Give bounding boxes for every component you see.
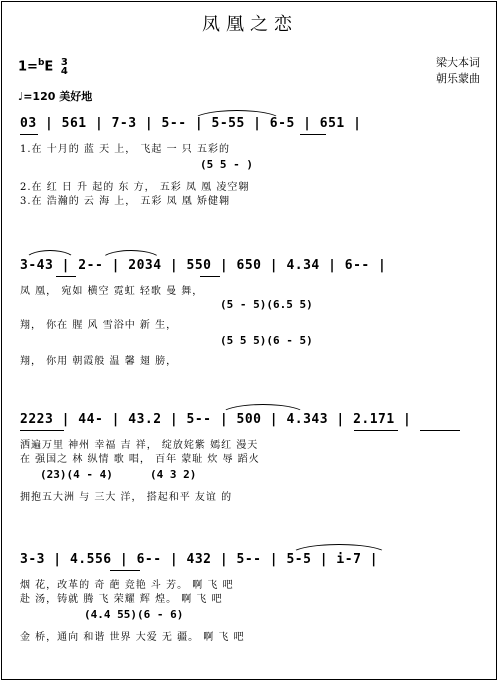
- composer-credit: 朝乐蒙曲: [436, 72, 480, 85]
- system-2-bracket-2: (5 5 5)(6 - 5): [220, 334, 313, 347]
- system-1-lyric-3: 3.在 浩瀚的 云 海 上， 五彩 凤 凰 矫健翱: [20, 196, 230, 207]
- key-signature: 1=$^b$E 3 4: [18, 57, 68, 77]
- beam-underline: [110, 570, 140, 571]
- system-2-lyric-2: 翔， 你在 腥 风 雪浴中 新 生，: [20, 320, 178, 331]
- beam-underline: [20, 430, 64, 431]
- system-2-bracket-1: (5 - 5)(6.5 5): [220, 298, 313, 311]
- system-4-bracket: (4.4 55)(6 - 6): [84, 608, 184, 621]
- quarter-note-icon: ♩: [18, 90, 24, 103]
- beam-underline: [300, 134, 326, 135]
- system-1-notes: 03 | 561 | 7-3 | 5-- | 5-55 | 6-5 | 651 |: [20, 116, 362, 131]
- beam-underline: [420, 430, 460, 431]
- beam-underline: [354, 430, 398, 431]
- system-3-lyric-2: 在 强国之 林 纵情 歌 唱， 百年 蒙耻 炊 辱 蹈火: [20, 454, 260, 465]
- system-1-bracket: (5 5 - ): [200, 158, 253, 171]
- system-3-notes: 2223 | 44- | 43.2 | 5-- | 500 | 4.343 | 2.171 |: [20, 412, 412, 427]
- system-3-bracket-1: (23)(4 - 4): [40, 468, 113, 481]
- system-2-lyric-1: 凤 凰， 宛如 横空 霓虹 轻歌 曼 舞，: [20, 286, 204, 297]
- system-4-lyric-3: 金 桥，通向 和谐 世界 大爱 无 疆。 啊 飞 吧: [20, 632, 245, 643]
- system-3-lyric-1: 洒遍万里 神州 幸福 吉 祥， 绽放姹紫 嫣红 漫天: [20, 440, 259, 451]
- tempo-marking: ♩=120 美好地: [18, 90, 93, 103]
- system-3-bracket-2: (4 3 2): [150, 468, 197, 481]
- lyricist-credit: 梁大本词: [436, 56, 480, 69]
- system-4-lyric-2: 赴 汤，铸就 腾 飞 荣耀 辉 煌。 啊 飞 吧: [20, 594, 223, 605]
- system-4-notes: 3-3 | 4.556 | 6-- | 432 | 5-- | 5-5 | i-7 |: [20, 552, 379, 567]
- system-2-notes: 3-43 | 2-- | 2034 | 550 | 650 | 4.34 | 6-- |: [20, 258, 387, 273]
- song-title: 凤凰之恋: [202, 14, 298, 35]
- beam-underline: [56, 276, 76, 277]
- system-1-lyric-2: 2.在 红 日 升 起的 东 方， 五彩 凤 凰 凌空翱: [20, 182, 250, 193]
- beam-underline: [20, 134, 38, 135]
- system-4-lyric-1: 烟 花，改革的 奇 葩 竞艳 斗 芳。 啊 飞 吧: [20, 580, 234, 591]
- system-1-lyric-1: 1.在 十月的 蓝 天 上， 飞起 一 只 五彩的: [20, 144, 230, 155]
- beam-underline: [200, 276, 220, 277]
- system-3-lyric-3: 拥抱五大洲 与 三大 洋， 搭起和平 友谊 的: [20, 492, 233, 503]
- system-2-lyric-3: 翔， 你用 朝霞般 温 馨 翅 膀，: [20, 356, 178, 367]
